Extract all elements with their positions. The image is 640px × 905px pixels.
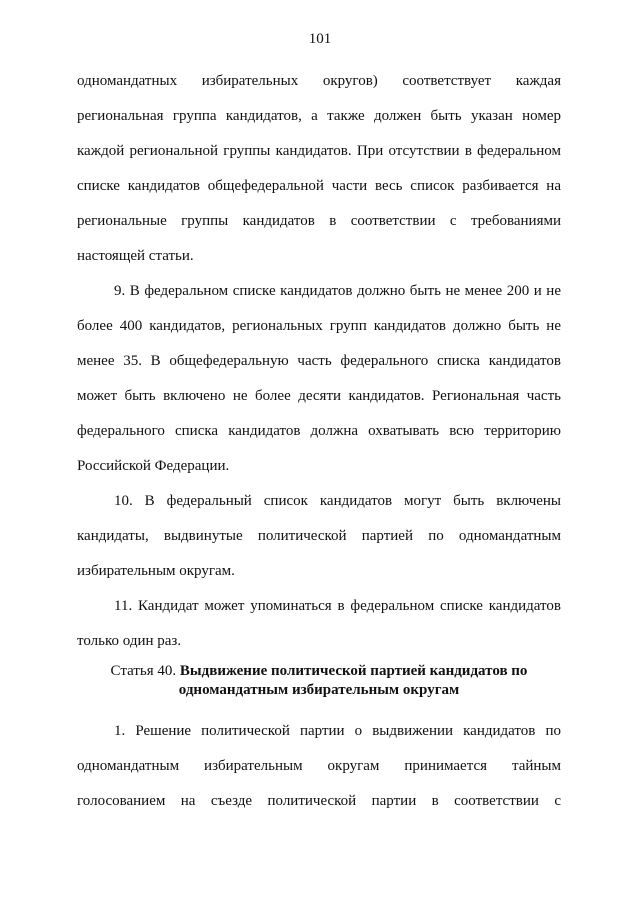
article-number: Статья 40. (110, 663, 177, 679)
article-heading (77, 659, 561, 714)
paragraph-continuation: одномандатных избирательных округов) соответствует каждая региональная группа кандидатов, а также должен быть указан номер каждой региональной группы кандидатов. При отсутствии в федеральном списке кандидатов общефедеральной части весь список разбивается на региональные группы кандидатов в соответствии с требованиями настоящей статьи. (77, 73, 561, 264)
document-body (77, 64, 561, 819)
paragraph-10: 10. В федеральный список кандидатов могут быть включены кандидаты, выдвинутые политической партией по одномандатным избирательным округам. (77, 493, 561, 579)
article-40-paragraph-1: 1. Решение политической партии о выдвижении кандидатов по одномандатным избирательным округам принимается тайным голосованием на съезде политической партии в соответствии с (77, 723, 561, 809)
article-title: Выдвижение политической партией кандидатов по одномандатным избирательным округам (178, 663, 528, 698)
page-number: 101 (308, 31, 332, 47)
paragraph-11: 11. Кандидат может упоминаться в федеральном списке кандидатов только один раз. (77, 598, 561, 649)
paragraph-9: 9. В федеральном списке кандидатов должно быть не менее 200 и не более 400 кандидатов, региональных групп кандидатов должно быть не менее 35. В общефедеральную часть федерального списка кандидатов может быть включено не более десяти кандидатов. Региональная часть федерального списка кандидатов должна охватывать всю территорию Российской Федерации. (77, 283, 561, 474)
